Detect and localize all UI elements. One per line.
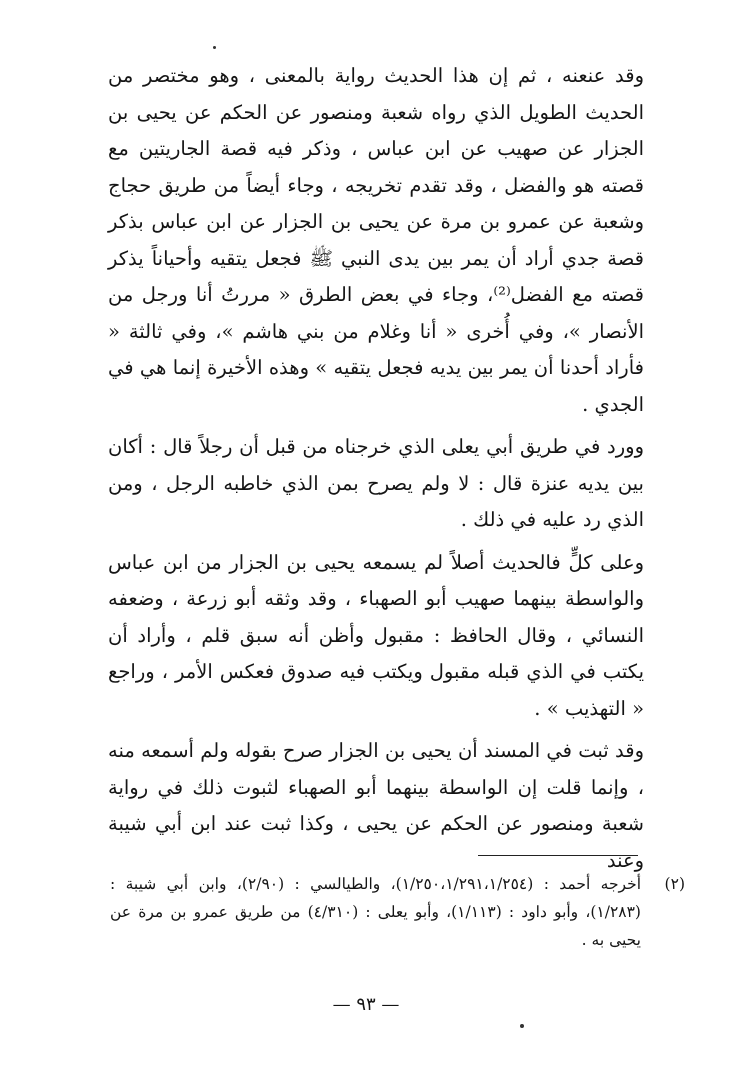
footnote-separator bbox=[478, 855, 638, 856]
main-text bbox=[108, 58, 644, 879]
page-number: — ٩٣ — bbox=[332, 994, 400, 1015]
paragraph-4: وقد ثبت في المسند أن يحيى بن الجزار صرح بقوله ولم أسمعه منه ، وإنما قلت إن الواسطة بينهما أبو الصهباء لثبوت ذلك في رواية شعبة ومنصور عن الحكم عن يحيى ، وكذا ثبت عند ابن أبي شيبة وعند bbox=[108, 739, 644, 872]
paragraph-3: وعلى كلٍّ فالحديث أصلاً لم يسمعه يحيى بن الجزار من ابن عباس والواسطة بينهما صهيب أبو الصهباء ، وقد وثقه أبو زرعة ، وضعفه النسائي ، وقال الحافظ : مقبول وأظن أنه سبق قلم ، وأراد أن يكتب في الذي قبله مقبول ويكتب فيه صدوق فعكس الأمر ، وراجع « التهذيب » . bbox=[108, 550, 644, 720]
footnote-marker: (٢) bbox=[664, 875, 685, 893]
paragraph-2: وورد في طريق أبي يعلى الذي خرجناه من قبل أن رجلاً قال : أكان بين يديه عنزة قال : لا ولم يصرح بمن الذي خاطبه الرجل ، ومن الذي رد عليه في ذلك . bbox=[108, 435, 644, 531]
scan-speck bbox=[213, 46, 216, 49]
paragraph-1: وقد عنعنه ، ثم إن هذا الحديث رواية بالمعنى ، وهو مختصر من الحديث الطويل الذي رواه شعبة ومنصور عن الحكم عن يحيى بن الجزار عن صهيب عن ابن عباس ، وذكر فيه قصة الجاريتين مع قصته هو والفضل ، وقد تقدم تخريجه ، وجاء أيضاً من طريق حجاج وشعبة عن عمرو بن مرة عن يحيى بن الجزار عن ابن عباس بذكر قصة جدي أراد أن يمر بين يدى النبي ﷺ فجعل يتقيه وأحياناً يذكر قصته مع الفضل⁽²⁾، وجاء في بعض الطرق « مررتُ أنا ورجل من الأنصار »، وفي أُخرى « أنا وغلام من بني هاشم »، وفي ثالثة « فأراد أحدنا أن يمر بين يديه فجعل يتقيه » وهذه الأخيرة إنما هي في الجدي . bbox=[108, 64, 645, 416]
scan-speck bbox=[520, 1024, 524, 1028]
footnote-text: أخرجه أحمد : (١/٢٥٠،١/٢٩١،١/٢٥٤)، والطيالسي : (٢/٩٠)، وابن أبي شيبة : (١/٢٨٣)، وأبو داود : (١/١١٣)، وأبو يعلى : (٤/٣١٠) من طريق عمرو بن مرة عن يحيى به . bbox=[110, 875, 642, 949]
footnote bbox=[110, 870, 685, 954]
